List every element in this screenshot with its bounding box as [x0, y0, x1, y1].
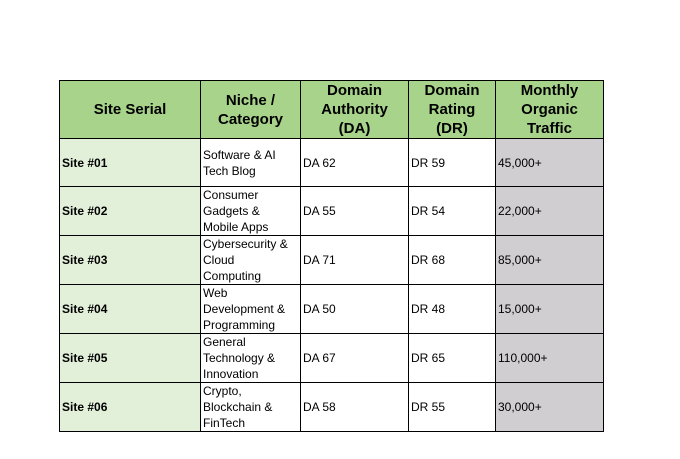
table-row — [60, 334, 604, 383]
niche-cell: Crypto, Blockchain & FinTech — [201, 383, 301, 432]
traffic-cell: 30,000+ — [496, 383, 604, 432]
traffic-cell: 110,000+ — [496, 334, 604, 383]
domain-rating-cell: DR 59 — [409, 139, 496, 187]
domain-rating-cell: DR 54 — [409, 187, 496, 236]
header-niche-category: Niche / Category — [201, 81, 301, 139]
niche-cell: Web Development & Programming — [201, 285, 301, 334]
header-row — [60, 81, 604, 139]
site-serial-cell: Site #04 — [60, 285, 201, 334]
traffic-cell: 15,000+ — [496, 285, 604, 334]
traffic-cell: 45,000+ — [496, 139, 604, 187]
domain-authority-cell: DA 62 — [301, 139, 409, 187]
traffic-cell: 22,000+ — [496, 187, 604, 236]
domain-authority-cell: DA 71 — [301, 236, 409, 285]
site-serial-cell: Site #03 — [60, 236, 201, 285]
niche-cell: Consumer Gadgets & Mobile Apps — [201, 187, 301, 236]
header-monthly-organic-traffic: Monthly Organic Traffic — [496, 81, 604, 139]
traffic-cell: 85,000+ — [496, 236, 604, 285]
table-row — [60, 236, 604, 285]
domain-authority-cell: DA 50 — [301, 285, 409, 334]
site-serial-cell: Site #06 — [60, 383, 201, 432]
site-serial-cell: Site #01 — [60, 139, 201, 187]
domain-rating-cell: DR 65 — [409, 334, 496, 383]
sites-table — [59, 80, 604, 432]
niche-cell: Software & AI Tech Blog — [201, 139, 301, 187]
table-row — [60, 187, 604, 236]
domain-authority-cell: DA 58 — [301, 383, 409, 432]
table-row — [60, 383, 604, 432]
domain-authority-cell: DA 55 — [301, 187, 409, 236]
domain-authority-cell: DA 67 — [301, 334, 409, 383]
table-row — [60, 139, 604, 187]
site-serial-cell: Site #02 — [60, 187, 201, 236]
header-domain-rating: Domain Rating (DR) — [409, 81, 496, 139]
niche-cell: Cybersecurity & Cloud Computing — [201, 236, 301, 285]
niche-cell: General Technology & Innovation — [201, 334, 301, 383]
domain-rating-cell: DR 55 — [409, 383, 496, 432]
domain-rating-cell: DR 48 — [409, 285, 496, 334]
header-site-serial: Site Serial — [60, 81, 201, 139]
domain-rating-cell: DR 68 — [409, 236, 496, 285]
header-domain-authority: Domain Authority (DA) — [301, 81, 409, 139]
table-row — [60, 285, 604, 334]
site-serial-cell: Site #05 — [60, 334, 201, 383]
